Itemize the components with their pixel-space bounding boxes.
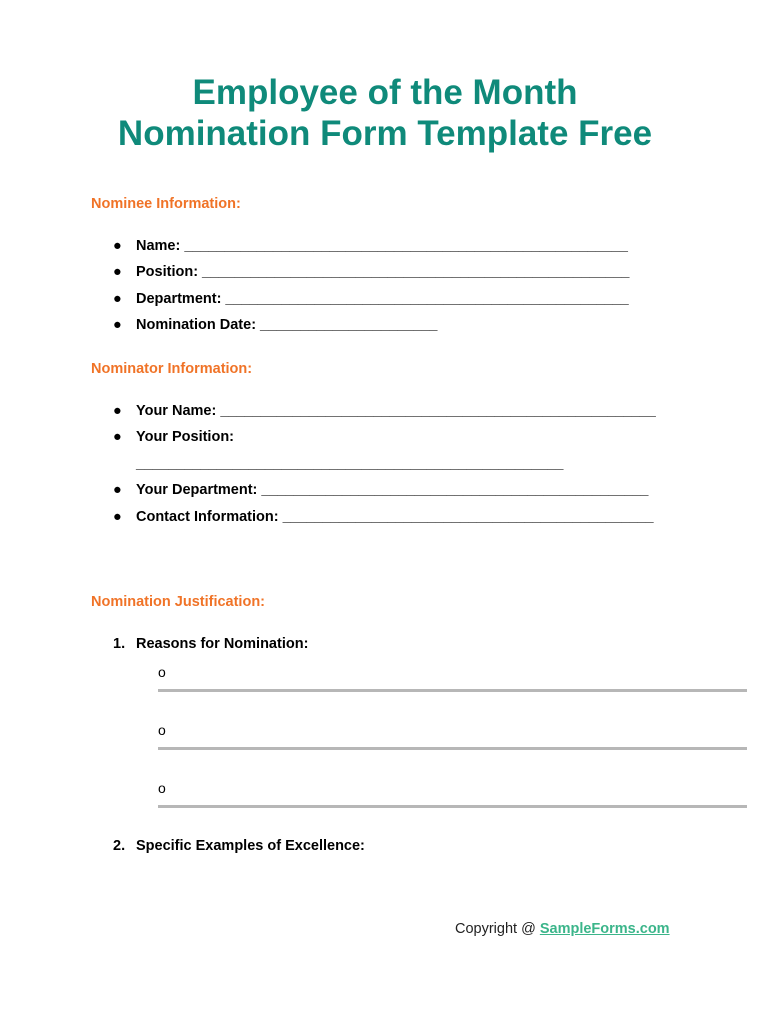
item-label: Reasons for Nomination: [136,636,309,652]
item-number: 2. [113,838,126,854]
field-text: Your Name: ______________________________________________________ [136,403,656,419]
page-title [0,72,770,154]
nominator-position-blank[interactable]: _____________________________________________________ [136,456,564,472]
nominator-department-field[interactable] [113,481,649,499]
bullet-icon: ● [113,482,122,498]
sampleforms-link[interactable]: SampleForms.com [539,921,670,937]
copyright-footer [455,920,670,938]
nominee-department-field[interactable] [113,290,629,308]
sub-bullet-icon: o [158,722,166,738]
nominator-section-heading: Nominator Information: [91,361,253,377]
item-number: 1. [113,636,126,652]
field-text: Department: __________________________________________________ [136,291,629,307]
reason-line-2[interactable] [158,747,747,750]
title-line-2: Nomination Form Template Free [117,114,653,153]
reason-line-1[interactable] [158,689,747,692]
nominator-position-field[interactable] [113,428,234,446]
field-text: Position: _____________________________________________________ [136,264,630,280]
field-text: Contact Information: ______________________________________________ [136,509,654,525]
field-text: Name: _______________________________________________________ [136,238,628,254]
title-line-1: Employee of the Month [192,73,578,112]
specific-examples-item [113,837,365,855]
justification-section-heading: Nomination Justification: [91,594,265,610]
bullet-icon: ● [113,291,122,307]
field-text: Your Position: [136,429,235,445]
field-text: Your Department: ________________________________________________ [136,482,649,498]
nominee-section-heading: Nominee Information: [91,196,241,212]
reasons-for-nomination-item [113,635,308,653]
nominee-position-field[interactable] [113,263,629,281]
copyright-prefix: Copyright @ [455,921,540,937]
bullet-icon: ● [113,264,122,280]
bullet-icon: ● [113,317,122,333]
nominee-name-field[interactable] [113,237,628,255]
bullet-icon: ● [113,509,122,525]
field-text: Nomination Date: ______________________ [136,317,438,333]
sub-bullet-icon: o [158,780,166,796]
reason-line-3[interactable] [158,805,747,808]
contact-information-field[interactable] [113,508,654,526]
sub-bullet-icon: o [158,664,166,680]
bullet-icon: ● [113,238,122,254]
nomination-date-field[interactable] [113,316,437,334]
bullet-icon: ● [113,429,122,445]
item-label: Specific Examples of Excellence: [136,838,365,854]
nominator-name-field[interactable] [113,402,656,420]
bullet-icon: ● [113,403,122,419]
